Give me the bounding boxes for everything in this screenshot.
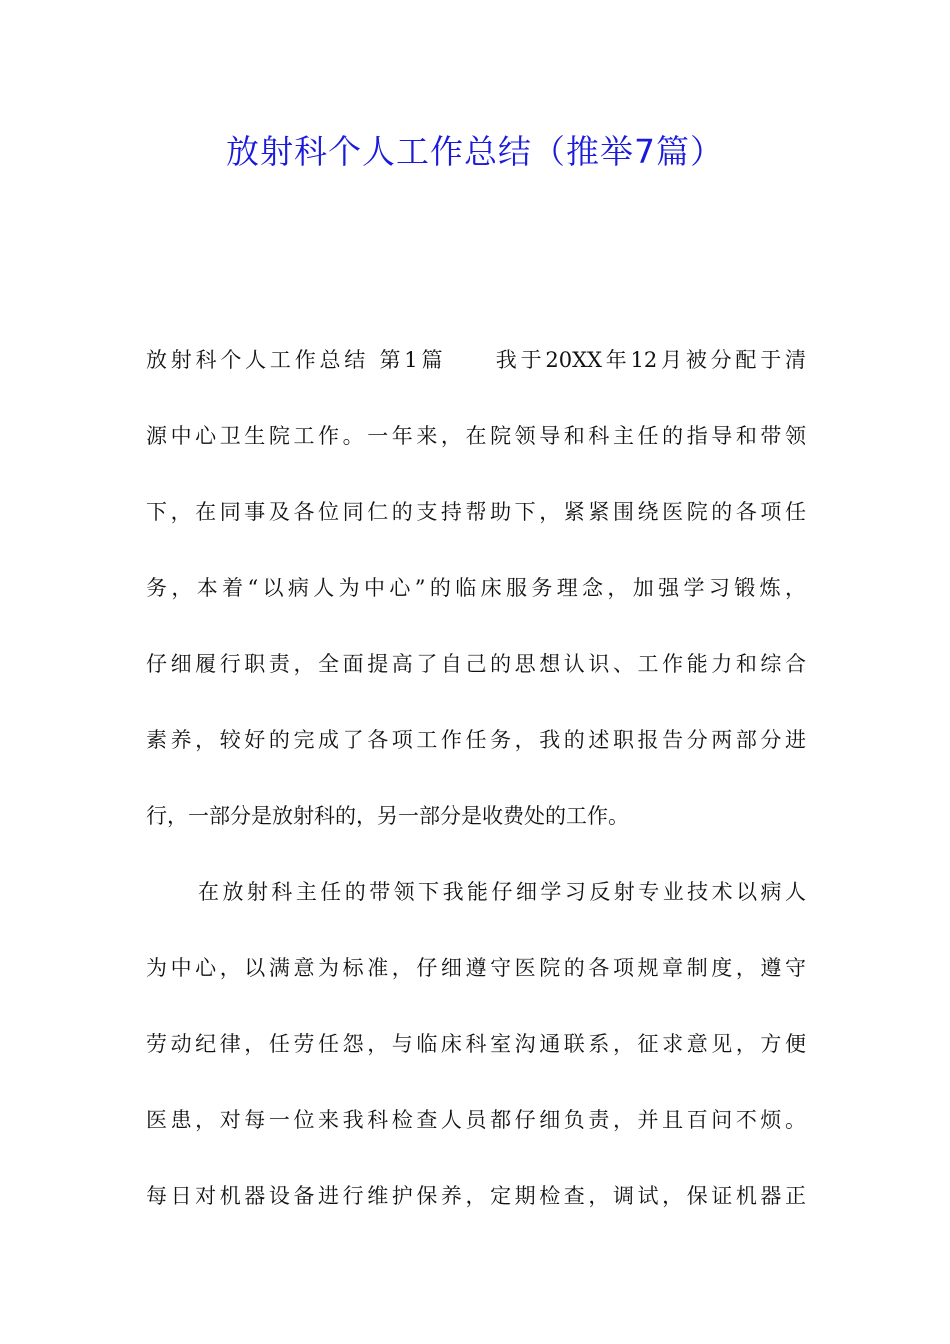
body-line: 为中心，以满意为标准，仔细遵守医院的各项规章制度，遵守: [146, 956, 806, 980]
body-line: 放射科个人工作总结 第1篇 我于20XX年12月被分配于清: [146, 348, 806, 372]
body-line: 在放射科主任的带领下我能仔细学习反射专业技术以病人: [198, 880, 806, 904]
body-line: 医患，对每一位来我科检查人员都仔细负责，并且百问不烦。: [146, 1108, 806, 1132]
body-line: 每日对机器设备进行维护保养，定期检查，调试，保证机器正: [146, 1184, 806, 1208]
body-line: 下，在同事及各位同仁的支持帮助下，紧紧围绕医院的各项任: [146, 500, 806, 524]
body-line: 劳动纪律，任劳任怨，与临床科室沟通联系，征求意见，方便: [146, 1032, 806, 1056]
body-line: 源中心卫生院工作。一年来，在院领导和科主任的指导和带领: [146, 424, 806, 448]
document-title: 放射科个人工作总结（推举7篇）: [226, 132, 724, 171]
body-line: 素养，较好的完成了各项工作任务，我的述职报告分两部分进: [146, 728, 806, 752]
body-line: 行，一部分是放射科的，另一部分是收费处的工作。: [146, 804, 629, 828]
document-body: [146, 340, 806, 1252]
body-line: 务，本着“以病人为中心”的临床服务理念，加强学习锻炼，: [146, 576, 806, 600]
body-line: 仔细履行职责，全面提高了自己的思想认识、工作能力和综合: [146, 652, 806, 676]
